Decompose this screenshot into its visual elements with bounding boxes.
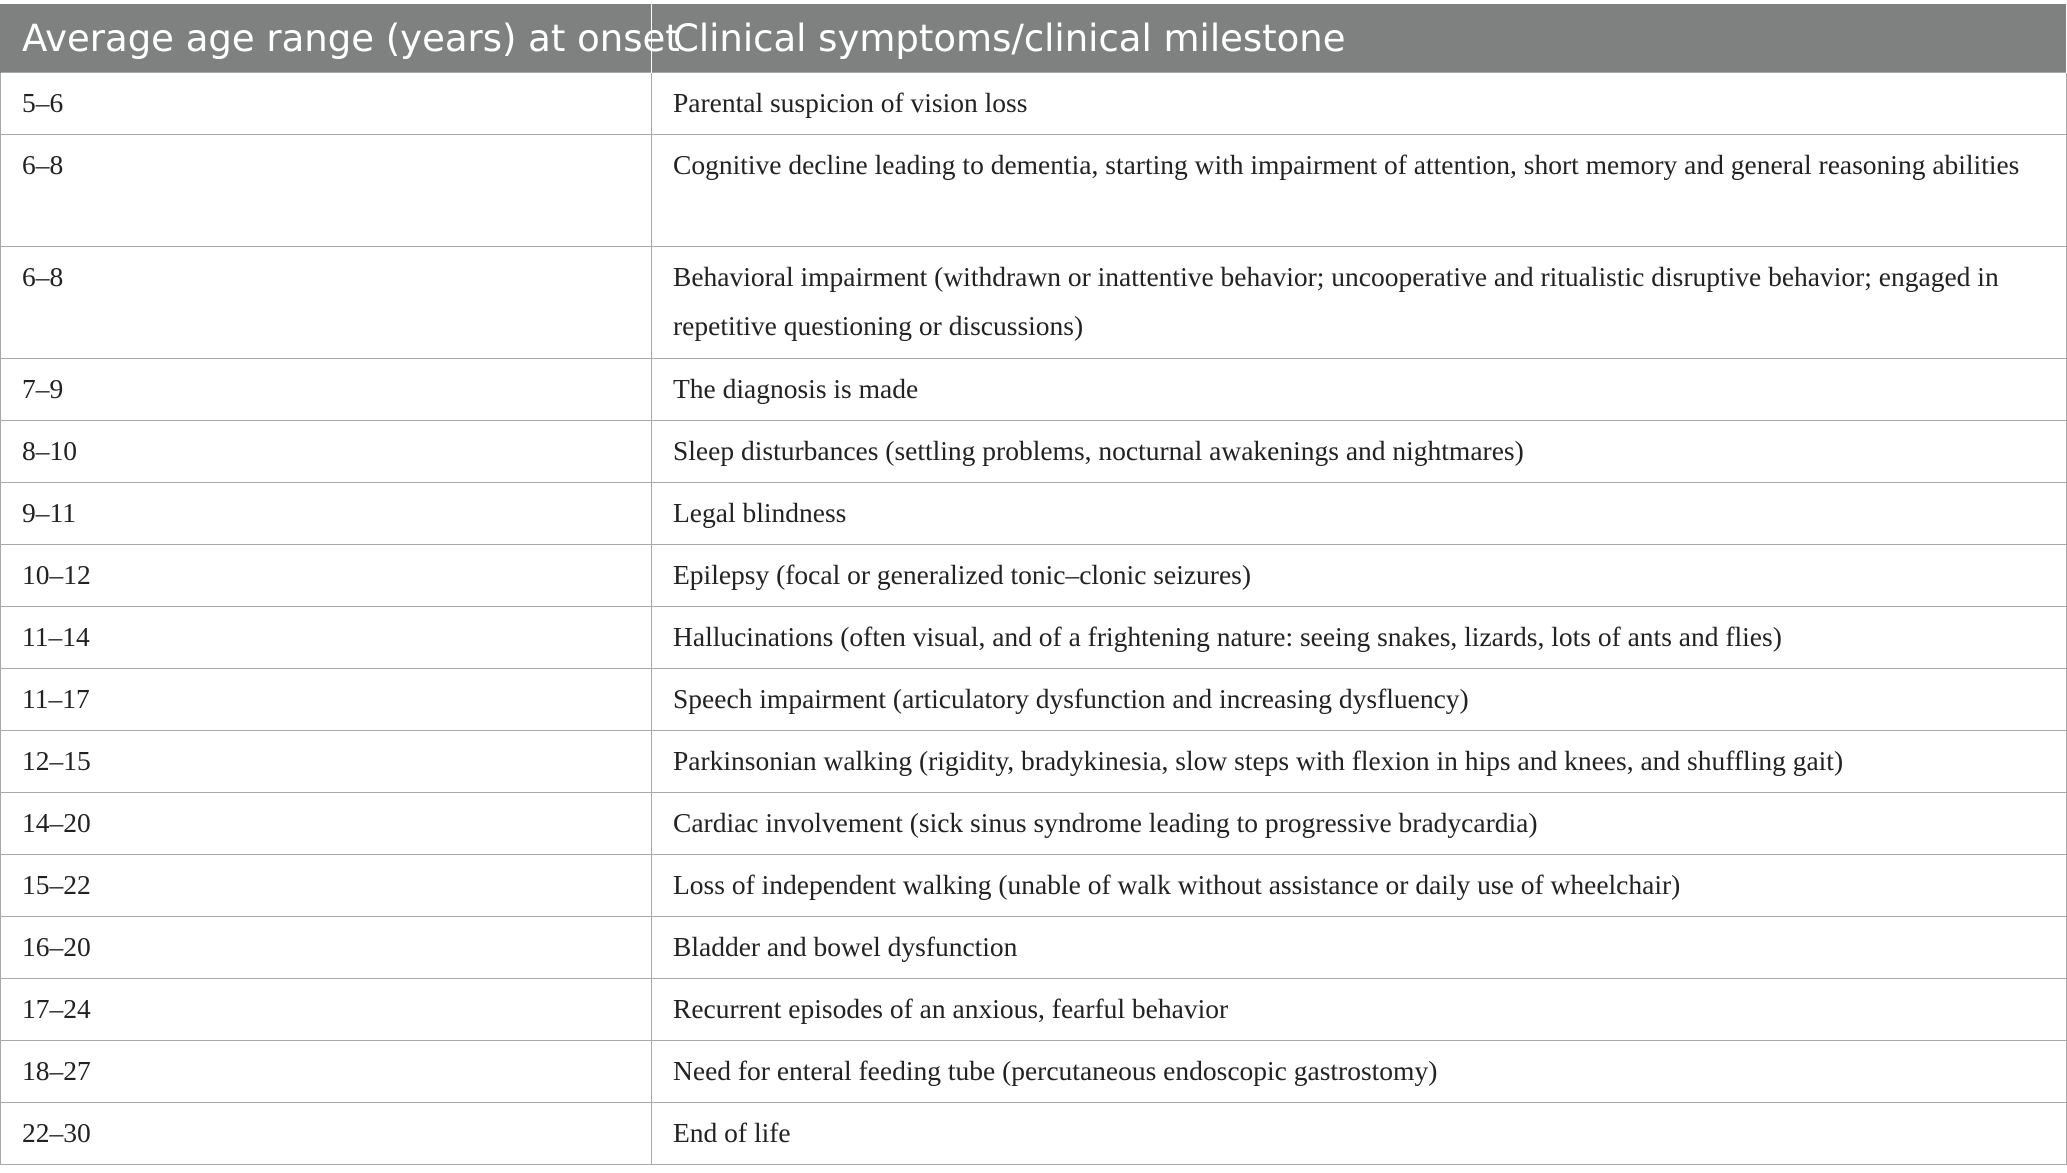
milestone-cell: Parkinsonian walking (rigidity, bradykinesia, slow steps with flexion in hips and knees, and shuffling gait) xyxy=(652,731,2067,793)
milestone-cell: End of life xyxy=(652,1103,2067,1165)
milestone-cell: Cardiac involvement (sick sinus syndrome leading to progressive bradycardia) xyxy=(652,793,2067,855)
milestone-cell: Loss of independent walking (unable of walk without assistance or daily use of wheelchair) xyxy=(652,855,2067,917)
age-range-cell: 17–24 xyxy=(1,979,652,1041)
age-range-cell: 9–11 xyxy=(1,483,652,545)
table-row xyxy=(1,359,2067,421)
column-header-clinical-milestone: Clinical symptoms/clinical milestone xyxy=(652,4,2067,73)
milestone-cell: Speech impairment (articulatory dysfunction and increasing dysfluency) xyxy=(652,669,2067,731)
table-header xyxy=(1,4,2067,73)
table-row xyxy=(1,483,2067,545)
table-row xyxy=(1,917,2067,979)
column-header-age-range: Average age range (years) at onset xyxy=(1,4,652,73)
milestone-cell: Recurrent episodes of an anxious, fearful behavior xyxy=(652,979,2067,1041)
age-range-cell: 5–6 xyxy=(1,73,652,135)
milestone-cell: Parental suspicion of vision loss xyxy=(652,73,2067,135)
table-row xyxy=(1,669,2067,731)
header-row xyxy=(1,4,2067,73)
milestone-cell: Sleep disturbances (settling problems, nocturnal awakenings and nightmares) xyxy=(652,421,2067,483)
table-row xyxy=(1,855,2067,917)
age-range-cell: 22–30 xyxy=(1,1103,652,1165)
age-range-cell: 7–9 xyxy=(1,359,652,421)
age-range-cell: 12–15 xyxy=(1,731,652,793)
table-row xyxy=(1,1103,2067,1165)
age-range-cell: 8–10 xyxy=(1,421,652,483)
age-range-cell: 6–8 xyxy=(1,247,652,359)
table-row xyxy=(1,1041,2067,1103)
age-range-cell: 16–20 xyxy=(1,917,652,979)
age-range-cell: 11–14 xyxy=(1,607,652,669)
age-range-cell: 10–12 xyxy=(1,545,652,607)
table-row xyxy=(1,73,2067,135)
table-row xyxy=(1,421,2067,483)
age-range-cell: 6–8 xyxy=(1,135,652,247)
table-row xyxy=(1,247,2067,359)
table-row xyxy=(1,545,2067,607)
table-row xyxy=(1,607,2067,669)
age-range-cell: 11–17 xyxy=(1,669,652,731)
table-row xyxy=(1,731,2067,793)
table-body xyxy=(1,73,2067,1165)
age-range-cell: 15–22 xyxy=(1,855,652,917)
age-range-cell: 14–20 xyxy=(1,793,652,855)
milestone-cell: Need for enteral feeding tube (percutaneous endoscopic gastrostomy) xyxy=(652,1041,2067,1103)
milestone-cell: Hallucinations (often visual, and of a frightening nature: seeing snakes, lizards, lots of ants and flies) xyxy=(652,607,2067,669)
clinical-milestones-table xyxy=(0,4,2067,1165)
table-row xyxy=(1,793,2067,855)
milestone-cell: The diagnosis is made xyxy=(652,359,2067,421)
milestone-cell: Cognitive decline leading to dementia, starting with impairment of attention, short memory and general reasoning abilities xyxy=(652,135,2067,247)
milestone-cell: Bladder and bowel dysfunction xyxy=(652,917,2067,979)
milestone-cell: Behavioral impairment (withdrawn or inattentive behavior; uncooperative and ritualistic disruptive behavior; engaged in repetitive questioning or discussions) xyxy=(652,247,2067,359)
table-row xyxy=(1,135,2067,247)
milestone-cell: Legal blindness xyxy=(652,483,2067,545)
age-range-cell: 18–27 xyxy=(1,1041,652,1103)
table-row xyxy=(1,979,2067,1041)
milestone-cell: Epilepsy (focal or generalized tonic–clonic seizures) xyxy=(652,545,2067,607)
